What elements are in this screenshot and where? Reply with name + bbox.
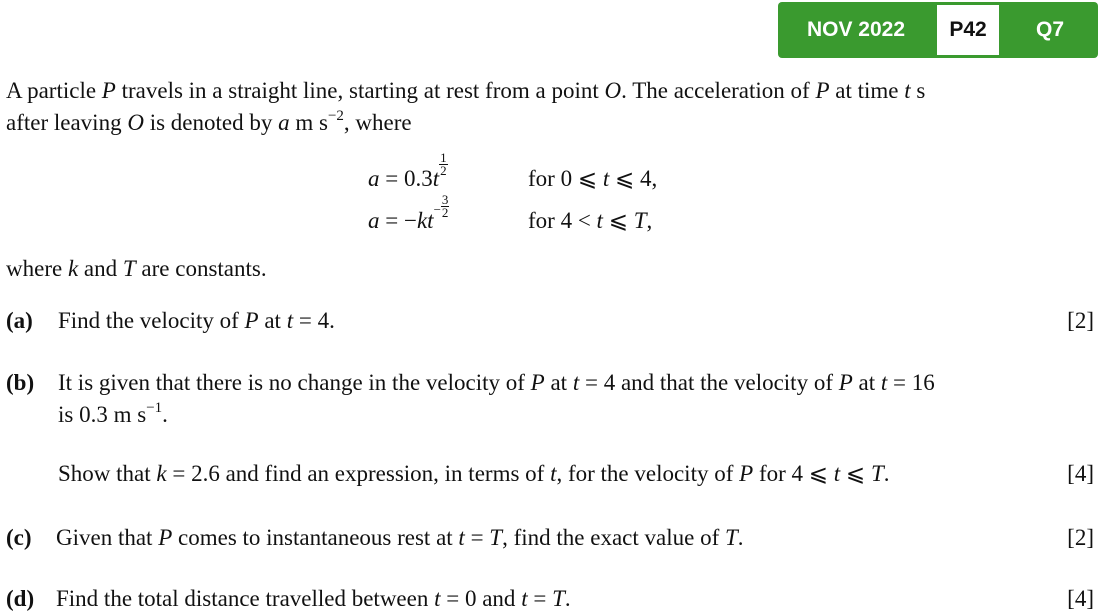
equation-1: a = 0.3t $\frac{1}{2}$ bbox=[368, 150, 447, 191]
part-d-label: (d) bbox=[6, 586, 35, 611]
part-c-label: (c) bbox=[6, 525, 32, 550]
part-b-line-3: Show that k = 2.6 and find an expression, in terms of t, for the velocity of P for 4 ⩽ t ⩽ T. bbox=[58, 461, 890, 486]
part-b-line-1: It is given that there is no change in the velocity of P at t = 4 and that the velocity of P at t = 16 bbox=[58, 370, 935, 395]
intro-line-1: A particle P travels in a straight line, starting at rest from a point O. The acceleration of P at time t s bbox=[6, 78, 926, 103]
part-c-text: Given that P comes to instantaneous rest at t = T, find the exact value of T. bbox=[56, 525, 744, 550]
exponent-fraction: $\frac{1}{2}$ bbox=[440, 150, 447, 178]
session-badge: NOV 2022 bbox=[806, 18, 906, 41]
part-d-text: Find the total distance travelled between t = 0 and t = T. bbox=[56, 586, 571, 611]
part-a-label: (a) bbox=[6, 308, 33, 333]
equation-2: a = −kt− $\frac{3}{2}$ bbox=[368, 192, 449, 233]
exponent-fraction: $\frac{3}{2}$ bbox=[441, 192, 449, 220]
part-d-marks: [4] bbox=[1067, 586, 1094, 611]
part-b-line-2: is 0.3 m $s^{-1}$. bbox=[58, 400, 168, 427]
equation-2-condition: for 4 < t ⩽ T, bbox=[528, 208, 653, 233]
paper-badge: P42 bbox=[934, 2, 1002, 58]
question-badge bbox=[778, 2, 1098, 58]
part-b-marks: [4] bbox=[1067, 461, 1094, 486]
intro-line-2: after leaving O is denoted by a m $s^{-2}$, where bbox=[6, 108, 412, 135]
question-number-badge: Q7 bbox=[1035, 18, 1064, 41]
constants-note: where k and T are constants. bbox=[6, 256, 267, 281]
equation-1-condition: for 0 ⩽ t ⩽ 4, bbox=[528, 166, 658, 191]
part-c-marks: [2] bbox=[1067, 525, 1094, 550]
part-a-text: Find the velocity of P at t = 4. bbox=[58, 308, 335, 333]
part-a-marks: [2] bbox=[1067, 308, 1094, 333]
part-b-label: (b) bbox=[6, 370, 35, 395]
